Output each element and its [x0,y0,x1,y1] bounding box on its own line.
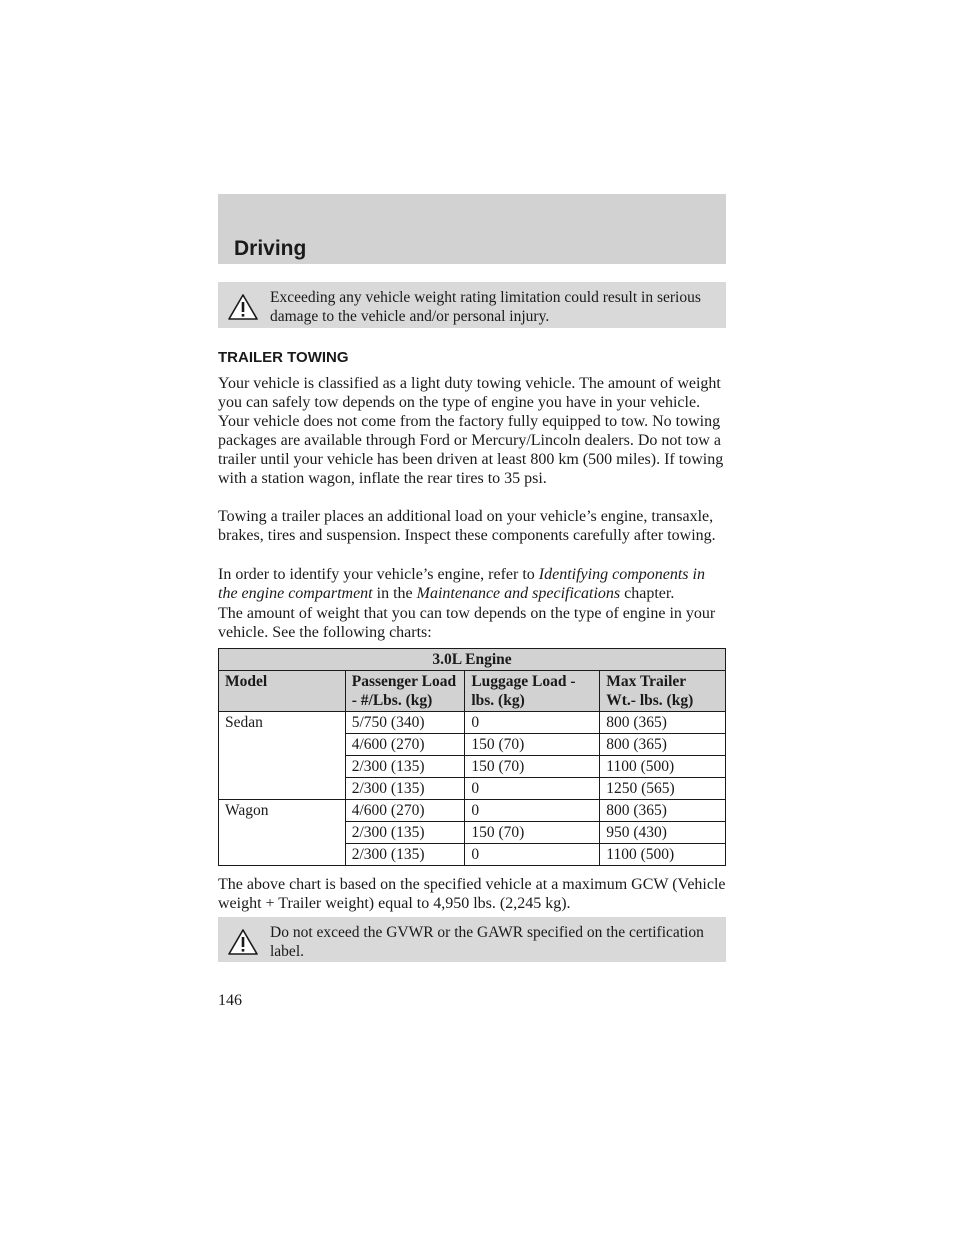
paragraph-classification: Your vehicle is classified as a light duty towing vehicle. The amount of weight you can safely tow depends on the type of engine you have in your vehicle. Your vehicle does not come from the factory fully equipped to tow. No towing packages are available through Ford or Mercury/Lincoln dealers. Do not tow a trailer until your vehicle has been driven at least 800 km (500 miles). If towing with a station wagon, inflate the rear tires to 35 psi. [218,375,724,487]
para3-post: chapter. [624,585,675,602]
table-cell: 2/300 (135) [345,822,465,844]
link-maintenance-specifications: Maintenance and specifications [416,585,621,602]
table-cell: 0 [465,712,600,734]
table-cell: 150 (70) [465,734,600,756]
warning-box-bottom [218,917,726,962]
section-title: Driving [234,237,307,260]
warning-triangle-icon [227,293,259,321]
model-cell: Sedan [219,712,346,800]
col-header-model: Model [219,671,346,712]
table-cell: 2/300 (135) [345,778,465,800]
page-number: 146 [218,992,242,1009]
paragraph-towing-load: Towing a trailer places an additional load on your vehicle’s engine, transaxle, brakes, tires and suspension. Inspect these components carefully after towing. [218,508,716,544]
model-cell: Wagon [219,800,346,866]
table-cell: 800 (365) [600,712,726,734]
col-header-max-trailer: Max Trailer Wt.- lbs. (kg) [600,671,726,712]
table-cell: 1250 (565) [600,778,726,800]
table-cell: 950 (430) [600,822,726,844]
table-title: 3.0L Engine [219,649,726,671]
table-cell: 2/300 (135) [345,756,465,778]
table-cell: 1100 (500) [600,844,726,866]
table-cell: 0 [465,800,600,822]
col-header-passenger: Passenger Load - #/Lbs. (kg) [345,671,465,712]
para3-mid: in the [376,585,413,602]
link-identifying-components: Identifying components in the engine compartment [218,566,705,602]
warning-text-bottom: Do not exceed the GVWR or the GAWR specified on the certification label. [270,924,704,960]
table-cell: 1100 (500) [600,756,726,778]
col-header-luggage: Luggage Load - lbs. (kg) [465,671,600,712]
paragraph-weight-intro: The amount of weight that you can tow depends on the type of engine in your vehicle. See the following charts: [218,605,716,641]
table-cell: 0 [465,778,600,800]
towing-table [218,648,726,866]
warning-triangle-icon [227,928,259,956]
table-cell: 800 (365) [600,734,726,756]
warning-text-top: Exceeding any vehicle weight rating limitation could result in serious damage to the vehicle and/or personal injury. [270,289,701,325]
table-cell: 2/300 (135) [345,844,465,866]
table-cell: 150 (70) [465,822,600,844]
paragraph-gcw-note: The above chart is based on the specified vehicle at a maximum GCW (Vehicle weight + Trailer weight) equal to 4,950 lbs. (2,245 kg). [218,876,726,912]
table-cell: 800 (365) [600,800,726,822]
table-cell: 5/750 (340) [345,712,465,734]
paragraph-identify-engine [218,565,728,603]
table-row [219,800,726,822]
table-cell: 4/600 (270) [345,800,465,822]
para3-pre: In order to identify your vehicle’s engine, refer to [218,566,535,583]
table-cell: 4/600 (270) [345,734,465,756]
table-cell: 150 (70) [465,756,600,778]
heading-trailer-towing: TRAILER TOWING [218,349,349,366]
table-cell: 0 [465,844,600,866]
table-row [219,712,726,734]
section-header [218,194,726,264]
warning-box-top [218,282,726,328]
